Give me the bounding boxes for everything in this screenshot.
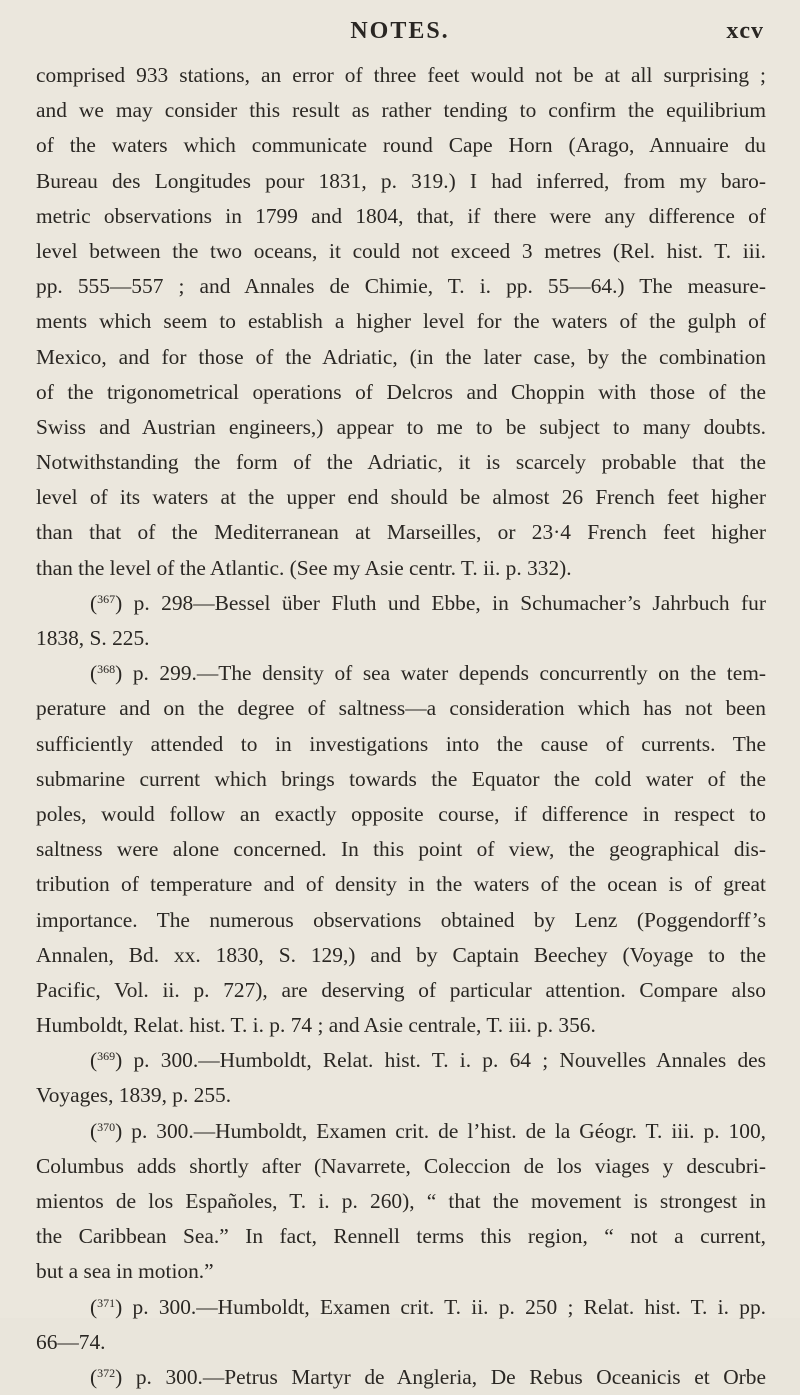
text-line xyxy=(36,1254,766,1289)
text-line xyxy=(36,1078,766,1113)
line-text: but a sea in motion.” xyxy=(36,1259,214,1284)
text-line xyxy=(36,727,766,762)
text-line xyxy=(36,234,766,269)
text-line xyxy=(36,867,766,902)
line-text: 1838, S. 225. xyxy=(36,626,150,650)
text-line xyxy=(36,1219,766,1254)
text-line xyxy=(36,762,766,797)
line-text: Bureau des Longitudes pour 1831, p. 319.) I had inferred, from my baro- xyxy=(36,168,766,193)
footnote-line: ($^{370}$) p. 300.—Humboldt, Examen crit. de l’hist. de la Géogr. T. iii. p. 100, xyxy=(90,1118,766,1143)
text-line xyxy=(36,199,766,234)
line-text: pp. 555—557 ; and Annales de Chimie, T. i. pp. 55—64.) The measure- xyxy=(36,274,766,299)
text-line xyxy=(36,375,766,410)
text-line xyxy=(36,551,766,586)
text-line xyxy=(36,1008,766,1043)
text-line xyxy=(36,93,766,128)
note-number: 369 xyxy=(97,1049,116,1064)
line-text: Pacific, Vol. ii. p. 727), are deserving of particular attention. Compare also xyxy=(36,977,766,1002)
text-line xyxy=(36,410,766,445)
text-line xyxy=(36,1184,766,1219)
line-text: Notwithstanding the form of the Adriatic, it is scarcely probable that the xyxy=(36,450,766,475)
line-text: p. 299.—The density of sea water depends concurrently on the tem- xyxy=(122,661,766,686)
note-number: 368 xyxy=(97,662,116,677)
line-text: Annalen, Bd. xx. 1830, S. 129,) and by Captain Beechey (Voyage to the xyxy=(36,942,766,967)
text-line xyxy=(36,515,766,550)
page-number: xcv xyxy=(726,18,764,44)
text-line xyxy=(36,973,766,1008)
line-text: saltness were alone concerned. In this point of view, the geographical dis- xyxy=(36,837,766,862)
line-text: Humboldt, Relat. hist. T. i. p. 74 ; and Asie centrale, T. iii. p. 356. xyxy=(36,1013,596,1038)
line-text: ments which seem to establish a higher level for the waters of the gulph of xyxy=(36,309,766,334)
text-line xyxy=(36,480,766,515)
line-text: than the level of the Atlantic. (See my Asie centr. T. ii. p. 332). xyxy=(36,555,572,580)
line-text: level of its waters at the upper end should be almost 26 French feet higher xyxy=(36,485,766,510)
line-text: p. 300.—Humboldt, Examen crit. de l’hist. de la Géogr. T. iii. p. 100, xyxy=(122,1118,766,1143)
page-header xyxy=(36,18,764,52)
line-text: of the trigonometrical operations of Delcros and Choppin with those of the xyxy=(36,379,766,404)
text-line xyxy=(36,304,766,339)
text-line xyxy=(36,691,766,726)
line-text: Mexico, and for those of the Adriatic, (in the later case, by the combination xyxy=(36,344,766,369)
line-text: and we may consider this result as rather tending to confirm the equilibrium xyxy=(36,98,766,123)
line-text: p. 300.—Petrus Martyr de Angleria, De Rebus Oceanicis et Orbe xyxy=(122,1364,766,1389)
line-text: sufficiently attended to in investigations into the cause of currents. The xyxy=(36,731,766,756)
line-text: perature and on the degree of saltness—a consideration which has not been xyxy=(36,696,766,721)
line-text: than that of the Mediterranean at Marseilles, or 23·4 French feet higher xyxy=(36,520,766,545)
line-text: 66—74. xyxy=(36,1329,106,1354)
text-line xyxy=(36,903,766,938)
line-text: comprised 933 stations, an error of three feet would not be at all surprising ; xyxy=(36,63,766,87)
line-text: the Caribbean Sea.” In fact, Rennell terms this region, “ not a current, xyxy=(36,1224,766,1249)
text-line xyxy=(36,797,766,832)
line-text: submarine current which brings towards the Equator the cold water of the xyxy=(36,766,766,791)
text-line xyxy=(36,1325,766,1360)
line-text: metric observations in 1799 and 1804, that, if there were any difference of xyxy=(36,203,766,228)
footnote-line: ($^{372}$) p. 300.—Petrus Martyr de Angleria, De Rebus Oceanicis et Orbe xyxy=(90,1364,766,1389)
line-text: level between the two oceans, it could not exceed 3 metres (Rel. hist. T. iii. xyxy=(36,238,766,263)
line-text: Swiss and Austrian engineers,) appear to me to be subject to many doubts. xyxy=(36,414,766,439)
line-text: Columbus adds shortly after (Navarrete, Coleccion de los viages y descubri- xyxy=(36,1153,766,1178)
text-line xyxy=(36,832,766,867)
line-text: tribution of temperature and of density in the waters of the ocean is of great xyxy=(36,872,766,897)
text-line xyxy=(36,445,766,480)
text-line xyxy=(36,340,766,375)
line-text: importance. The numerous observations obtained by Lenz (Poggendorff’s xyxy=(36,907,766,932)
text-line xyxy=(36,621,766,656)
footnote-line: ($^{367}$) p. 298—Bessel über Fluth und Ebbe, in Schumacher’s Jahrbuch fur xyxy=(90,590,766,615)
line-text: Voyages, 1839, p. 255. xyxy=(36,1083,232,1108)
text-line xyxy=(36,938,766,973)
note-number: 370 xyxy=(97,1119,116,1134)
footnote-line: ($^{371}$) p. 300.—Humboldt, Examen crit. T. ii. p. 250 ; Relat. hist. T. i. pp. xyxy=(90,1294,766,1319)
running-head: NOTES. xyxy=(350,18,450,44)
notes-body-text xyxy=(36,58,766,1395)
footnote-line: ($^{368}$) p. 299.—The density of sea water depends concurrently on the tem- xyxy=(90,661,766,686)
note-number: 372 xyxy=(97,1365,116,1380)
text-line xyxy=(36,1149,766,1184)
text-line xyxy=(36,58,766,93)
line-text: p. 300.—Humboldt, Relat. hist. T. i. p. 64 ; Nouvelles Annales des xyxy=(122,1048,766,1073)
text-line xyxy=(36,164,766,199)
line-text: p. 298—Bessel über Fluth und Ebbe, in Schumacher’s Jahrbuch fur xyxy=(122,590,766,615)
text-line xyxy=(36,269,766,304)
line-text: mientos de los Españoles, T. i. p. 260), “ that the movement is strongest in xyxy=(36,1189,766,1213)
note-number: 371 xyxy=(97,1295,116,1310)
line-text: poles, would follow an exactly opposite course, if difference in respect to xyxy=(36,801,766,826)
text-line xyxy=(36,128,766,163)
line-text: p. 300.—Humboldt, Examen crit. T. ii. p. 250 ; Relat. hist. T. i. pp. xyxy=(122,1294,766,1319)
note-number: 367 xyxy=(97,591,116,606)
footnote-line: ($^{369}$) p. 300.—Humboldt, Relat. hist. T. i. p. 64 ; Nouvelles Annales des xyxy=(90,1048,766,1073)
line-text: of the waters which communicate round Cape Horn (Arago, Annuaire du xyxy=(36,133,766,158)
